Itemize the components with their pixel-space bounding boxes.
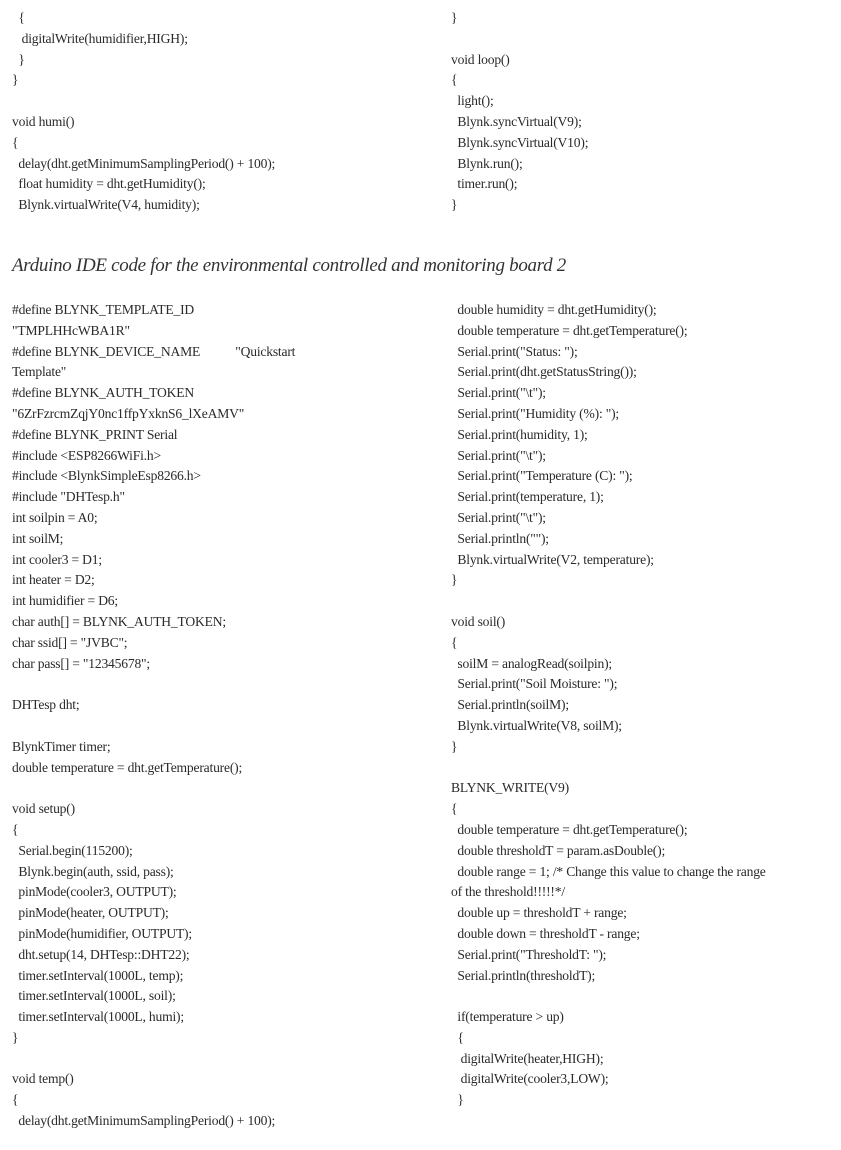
code-line: int humidifier = D6;: [12, 593, 118, 609]
code-line: #include <BlynkSimpleEsp8266.h>: [12, 468, 201, 484]
code-line: }: [451, 197, 458, 213]
code-line: BLYNK_WRITE(V9): [451, 780, 569, 796]
code-line: void soil(): [451, 613, 506, 629]
code-line: delay(dht.getMinimumSamplingPeriod() + 100);: [12, 155, 276, 171]
code-line: Serial.println("");: [451, 530, 549, 546]
code-line: pinMode(heater, OUTPUT);: [12, 905, 169, 921]
code-line: double humidity = dht.getHumidity();: [451, 302, 657, 317]
code-line: #include <ESP8266WiFi.h>: [12, 447, 161, 463]
code-line: char ssid[] = "JVBC";: [12, 634, 128, 650]
code-line: void setup(): [12, 801, 75, 817]
code-line: [12, 778, 295, 799]
code-line: int heater = D2;: [12, 572, 95, 588]
code-line: int soilM;: [12, 530, 64, 546]
code-line: }: [451, 572, 458, 588]
code-line: float humidity = dht.getHumidity();: [12, 176, 206, 192]
code-line: Serial.print(dht.getStatusString());: [451, 364, 637, 380]
code-line: digitalWrite(heater,HIGH);: [451, 1050, 604, 1066]
code-line: [12, 716, 295, 737]
code-line: double temperature = dht.getTemperature();: [451, 821, 688, 837]
code-line: Serial.print("Temperature (C): ");: [451, 468, 633, 484]
code-line: BlynkTimer timer;: [12, 738, 111, 754]
code-line: }: [12, 1029, 19, 1045]
code-line: [451, 591, 766, 612]
code-line: #define BLYNK_AUTH_TOKEN: [12, 385, 194, 401]
code-line: #define BLYNK_PRINT Serial: [12, 426, 178, 442]
code-line: Blynk.virtualWrite(V2, temperature);: [451, 551, 654, 567]
code-line: Serial.println(thresholdT);: [451, 967, 596, 983]
code-line: of the threshold!!!!!*/: [451, 884, 565, 900]
code-line: dht.setup(14, DHTesp::DHT22);: [12, 946, 190, 962]
code-line: delay(dht.getMinimumSamplingPeriod() + 100);: [12, 1113, 276, 1129]
code-line: soilM = analogRead(soilpin);: [451, 655, 612, 671]
code-line: {: [451, 1029, 464, 1045]
code-line: #define BLYNK_DEVICE_NAME "Quickstart: [12, 343, 296, 359]
code-line: [451, 29, 588, 50]
code-line: pinMode(cooler3, OUTPUT);: [12, 884, 177, 900]
code-line: double down = thresholdT - range;: [451, 925, 640, 941]
code-line: }: [451, 1092, 464, 1108]
code-line: double range = 1; /* Change this value to change the range: [451, 863, 766, 879]
code-top-right: [451, 8, 588, 216]
code-line: Blynk.begin(auth, ssid, pass);: [12, 863, 174, 879]
code-top-left: [12, 8, 275, 216]
code-line: digitalWrite(cooler3,LOW);: [451, 1071, 609, 1087]
code-line: [12, 1049, 295, 1070]
code-line: timer.setInterval(1000L, soil);: [12, 988, 176, 1004]
code-line: Serial.begin(115200);: [12, 842, 133, 858]
code-line: light();: [451, 93, 494, 109]
code-line: void loop(): [451, 51, 510, 67]
code-line: double up = thresholdT + range;: [451, 905, 627, 921]
code-line: }: [12, 51, 25, 67]
code-line: double thresholdT = param.asDouble();: [451, 842, 666, 858]
code-line: [451, 986, 766, 1007]
code-line: #include "DHTesp.h": [12, 489, 125, 505]
code-line: timer.run();: [451, 176, 518, 192]
code-bottom-left: [12, 300, 295, 1132]
code-line: "6ZrFzrcmZqjY0nc1ffpYxknS6_lXeAMV": [12, 405, 245, 421]
code-line: char auth[] = BLYNK_AUTH_TOKEN;: [12, 613, 226, 629]
code-line: timer.setInterval(1000L, temp);: [12, 967, 184, 983]
code-line: }: [12, 72, 19, 88]
code-line: {: [12, 10, 25, 25]
code-line: int cooler3 = D1;: [12, 551, 102, 567]
section-caption: Arduino IDE code for the environmental controlled and monitoring board 2: [12, 255, 566, 276]
code-line: Blynk.run();: [451, 155, 523, 171]
code-line: Serial.print("Soil Moisture: ");: [451, 676, 618, 692]
code-line: Template": [12, 364, 67, 380]
code-line: Serial.print("Status: ");: [451, 343, 578, 359]
code-bottom-right: [451, 300, 766, 1111]
code-line: {: [12, 1092, 19, 1108]
code-line: "TMPLHHcWBA1R": [12, 322, 130, 338]
code-line: char pass[] = "12345678";: [12, 655, 150, 671]
code-line: double temperature = dht.getTemperature();: [12, 759, 243, 775]
code-line: DHTesp dht;: [12, 697, 80, 713]
code-line: #define BLYNK_TEMPLATE_ID: [12, 302, 195, 317]
code-line: Blynk.syncVirtual(V10);: [451, 134, 589, 150]
code-line: digitalWrite(humidifier,HIGH);: [12, 30, 188, 46]
code-line: Serial.print("\t");: [451, 385, 546, 401]
code-line: Blynk.virtualWrite(V8, soilM);: [451, 717, 622, 733]
code-line: timer.setInterval(1000L, humi);: [12, 1009, 184, 1025]
code-line: {: [12, 821, 19, 837]
code-line: }: [451, 738, 458, 754]
code-line: if(temperature > up): [451, 1009, 564, 1025]
code-line: {: [451, 801, 458, 817]
code-line: }: [451, 10, 458, 25]
code-line: {: [12, 134, 19, 150]
code-line: double temperature = dht.getTemperature();: [451, 322, 688, 338]
code-line: Blynk.virtualWrite(V4, humidity);: [12, 197, 200, 213]
code-line: Serial.print(humidity, 1);: [451, 426, 588, 442]
code-line: Serial.print("ThresholdT: ");: [451, 946, 607, 962]
code-line: [451, 758, 766, 779]
code-line: Serial.print("\t");: [451, 447, 546, 463]
code-line: {: [451, 634, 458, 650]
code-line: void temp(): [12, 1071, 74, 1087]
code-line: {: [451, 72, 458, 88]
code-line: int soilpin = A0;: [12, 509, 98, 525]
code-line: void humi(): [12, 113, 75, 129]
code-line: Blynk.syncVirtual(V9);: [451, 113, 582, 129]
code-line: Serial.println(soilM);: [451, 697, 569, 713]
code-line: Serial.print("Humidity (%): ");: [451, 405, 619, 421]
code-line: [12, 91, 275, 112]
code-line: Serial.print("\t");: [451, 509, 546, 525]
code-line: Serial.print(temperature, 1);: [451, 489, 604, 505]
code-line: [12, 674, 295, 695]
code-line: pinMode(humidifier, OUTPUT);: [12, 925, 192, 941]
